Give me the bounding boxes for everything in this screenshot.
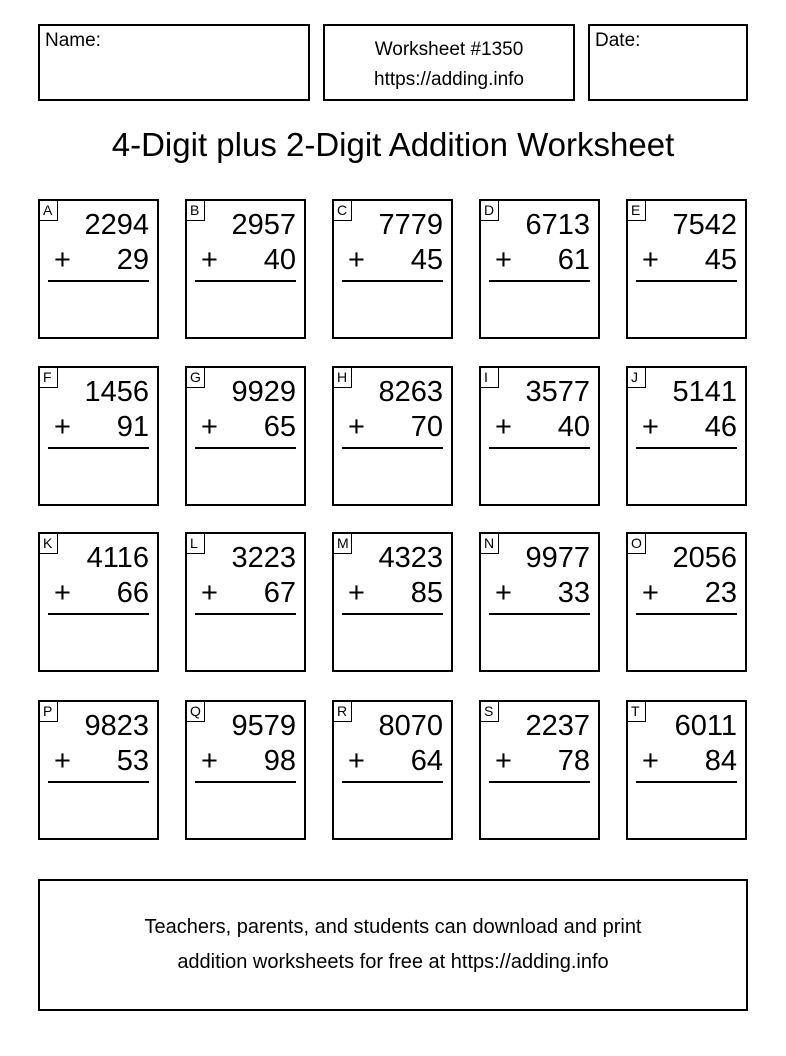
footer-line-1: Teachers, parents, and students can download and print (144, 916, 642, 938)
second-addend: 64 (410, 745, 443, 777)
second-addend: 29 (116, 244, 149, 276)
problem-card-f[interactable] (38, 366, 159, 506)
plus-sign: + (201, 745, 218, 777)
problem-letter: I (480, 367, 499, 388)
second-addend: 61 (557, 244, 590, 276)
first-addend: 9929 (231, 376, 296, 408)
first-addend: 2957 (231, 209, 296, 241)
worksheet-info-box (323, 24, 575, 101)
first-addend: 3223 (231, 542, 296, 574)
problem-letter: P (39, 701, 58, 722)
answer-line (636, 447, 737, 449)
first-addend: 8070 (378, 710, 443, 742)
answer-line (195, 613, 296, 615)
problem-letter: G (186, 367, 205, 388)
plus-sign: + (642, 411, 659, 443)
second-addend: 85 (410, 577, 443, 609)
problem-card-b[interactable] (185, 199, 306, 339)
footer-note (38, 879, 748, 1011)
problem-card-r[interactable] (332, 700, 453, 840)
plus-sign: + (54, 244, 71, 276)
problem-card-p[interactable] (38, 700, 159, 840)
problem-letter: B (186, 200, 205, 221)
first-addend: 9823 (84, 710, 149, 742)
first-addend: 2294 (84, 209, 149, 241)
answer-line (48, 613, 149, 615)
plus-sign: + (54, 411, 71, 443)
plus-sign: + (495, 244, 512, 276)
problem-card-d[interactable] (479, 199, 600, 339)
plus-sign: + (642, 244, 659, 276)
answer-line (489, 781, 590, 783)
answer-line (342, 447, 443, 449)
answer-line (489, 280, 590, 282)
problem-card-c[interactable] (332, 199, 453, 339)
second-addend: 84 (704, 745, 737, 777)
worksheet-website: https://adding.info (374, 69, 524, 90)
date-field-box[interactable] (588, 24, 748, 101)
problem-card-q[interactable] (185, 700, 306, 840)
answer-line (195, 447, 296, 449)
second-addend: 53 (116, 745, 149, 777)
answer-line (195, 781, 296, 783)
problem-letter: F (39, 367, 58, 388)
problem-card-i[interactable] (479, 366, 600, 506)
second-addend: 67 (263, 577, 296, 609)
problem-card-s[interactable] (479, 700, 600, 840)
plus-sign: + (201, 411, 218, 443)
second-addend: 45 (704, 244, 737, 276)
first-addend: 1456 (84, 376, 149, 408)
second-addend: 66 (116, 577, 149, 609)
answer-line (342, 781, 443, 783)
plus-sign: + (54, 745, 71, 777)
problem-letter: T (627, 701, 646, 722)
first-addend: 3577 (525, 376, 590, 408)
plus-sign: + (642, 577, 659, 609)
first-addend: 9579 (231, 710, 296, 742)
second-addend: 70 (410, 411, 443, 443)
problem-letter: N (480, 533, 499, 554)
problem-letter: H (333, 367, 352, 388)
problem-card-h[interactable] (332, 366, 453, 506)
problem-card-n[interactable] (479, 532, 600, 672)
plus-sign: + (348, 411, 365, 443)
problem-card-k[interactable] (38, 532, 159, 672)
second-addend: 40 (263, 244, 296, 276)
problem-letter: Q (186, 701, 205, 722)
plus-sign: + (495, 577, 512, 609)
first-addend: 4116 (86, 542, 149, 574)
second-addend: 33 (557, 577, 590, 609)
problem-card-m[interactable] (332, 532, 453, 672)
problem-card-a[interactable] (38, 199, 159, 339)
problem-card-o[interactable] (626, 532, 747, 672)
answer-line (48, 447, 149, 449)
problem-letter: C (333, 200, 352, 221)
problem-letter: E (627, 200, 646, 221)
problem-card-e[interactable] (626, 199, 747, 339)
first-addend: 2237 (525, 710, 590, 742)
first-addend: 8263 (378, 376, 443, 408)
first-addend: 7779 (378, 209, 443, 241)
second-addend: 65 (263, 411, 296, 443)
plus-sign: + (201, 577, 218, 609)
first-addend: 9977 (525, 542, 590, 574)
answer-line (636, 613, 737, 615)
answer-line (342, 280, 443, 282)
plus-sign: + (642, 745, 659, 777)
problem-letter: O (627, 533, 646, 554)
plus-sign: + (348, 577, 365, 609)
second-addend: 40 (557, 411, 590, 443)
plus-sign: + (495, 411, 512, 443)
answer-line (636, 280, 737, 282)
date-label: Date: (595, 30, 641, 51)
problem-letter: A (39, 200, 58, 221)
second-addend: 23 (704, 577, 737, 609)
problem-letter: R (333, 701, 352, 722)
page-title: 4-Digit plus 2-Digit Addition Worksheet (111, 126, 675, 163)
footer-line-2: addition worksheets for free at https://adding.info (177, 951, 609, 973)
problem-letter: S (480, 701, 499, 722)
second-addend: 91 (116, 411, 149, 443)
answer-line (195, 280, 296, 282)
answer-line (342, 613, 443, 615)
problem-card-j[interactable] (626, 366, 747, 506)
plus-sign: + (201, 244, 218, 276)
problem-card-g[interactable] (185, 366, 306, 506)
first-addend: 4323 (378, 542, 443, 574)
problem-letter: M (333, 533, 352, 554)
problem-letter: L (186, 533, 205, 554)
first-addend: 6011 (674, 710, 737, 742)
answer-line (489, 447, 590, 449)
first-addend: 5141 (672, 376, 737, 408)
first-addend: 6713 (525, 209, 590, 241)
second-addend: 78 (557, 745, 590, 777)
problem-card-t[interactable] (626, 700, 747, 840)
problem-letter: J (627, 367, 646, 388)
problem-letter: K (39, 533, 58, 554)
worksheet-number: Worksheet #1350 (374, 39, 524, 60)
plus-sign: + (54, 577, 71, 609)
name-field-box[interactable] (38, 24, 310, 101)
name-label: Name: (45, 30, 101, 51)
problem-letter: D (480, 200, 499, 221)
answer-line (48, 781, 149, 783)
problem-card-l[interactable] (185, 532, 306, 672)
plus-sign: + (495, 745, 512, 777)
first-addend: 2056 (672, 542, 737, 574)
answer-line (489, 613, 590, 615)
answer-line (48, 280, 149, 282)
first-addend: 7542 (672, 209, 737, 241)
second-addend: 45 (410, 244, 443, 276)
answer-line (636, 781, 737, 783)
second-addend: 46 (704, 411, 737, 443)
plus-sign: + (348, 745, 365, 777)
second-addend: 98 (263, 745, 296, 777)
plus-sign: + (348, 244, 365, 276)
